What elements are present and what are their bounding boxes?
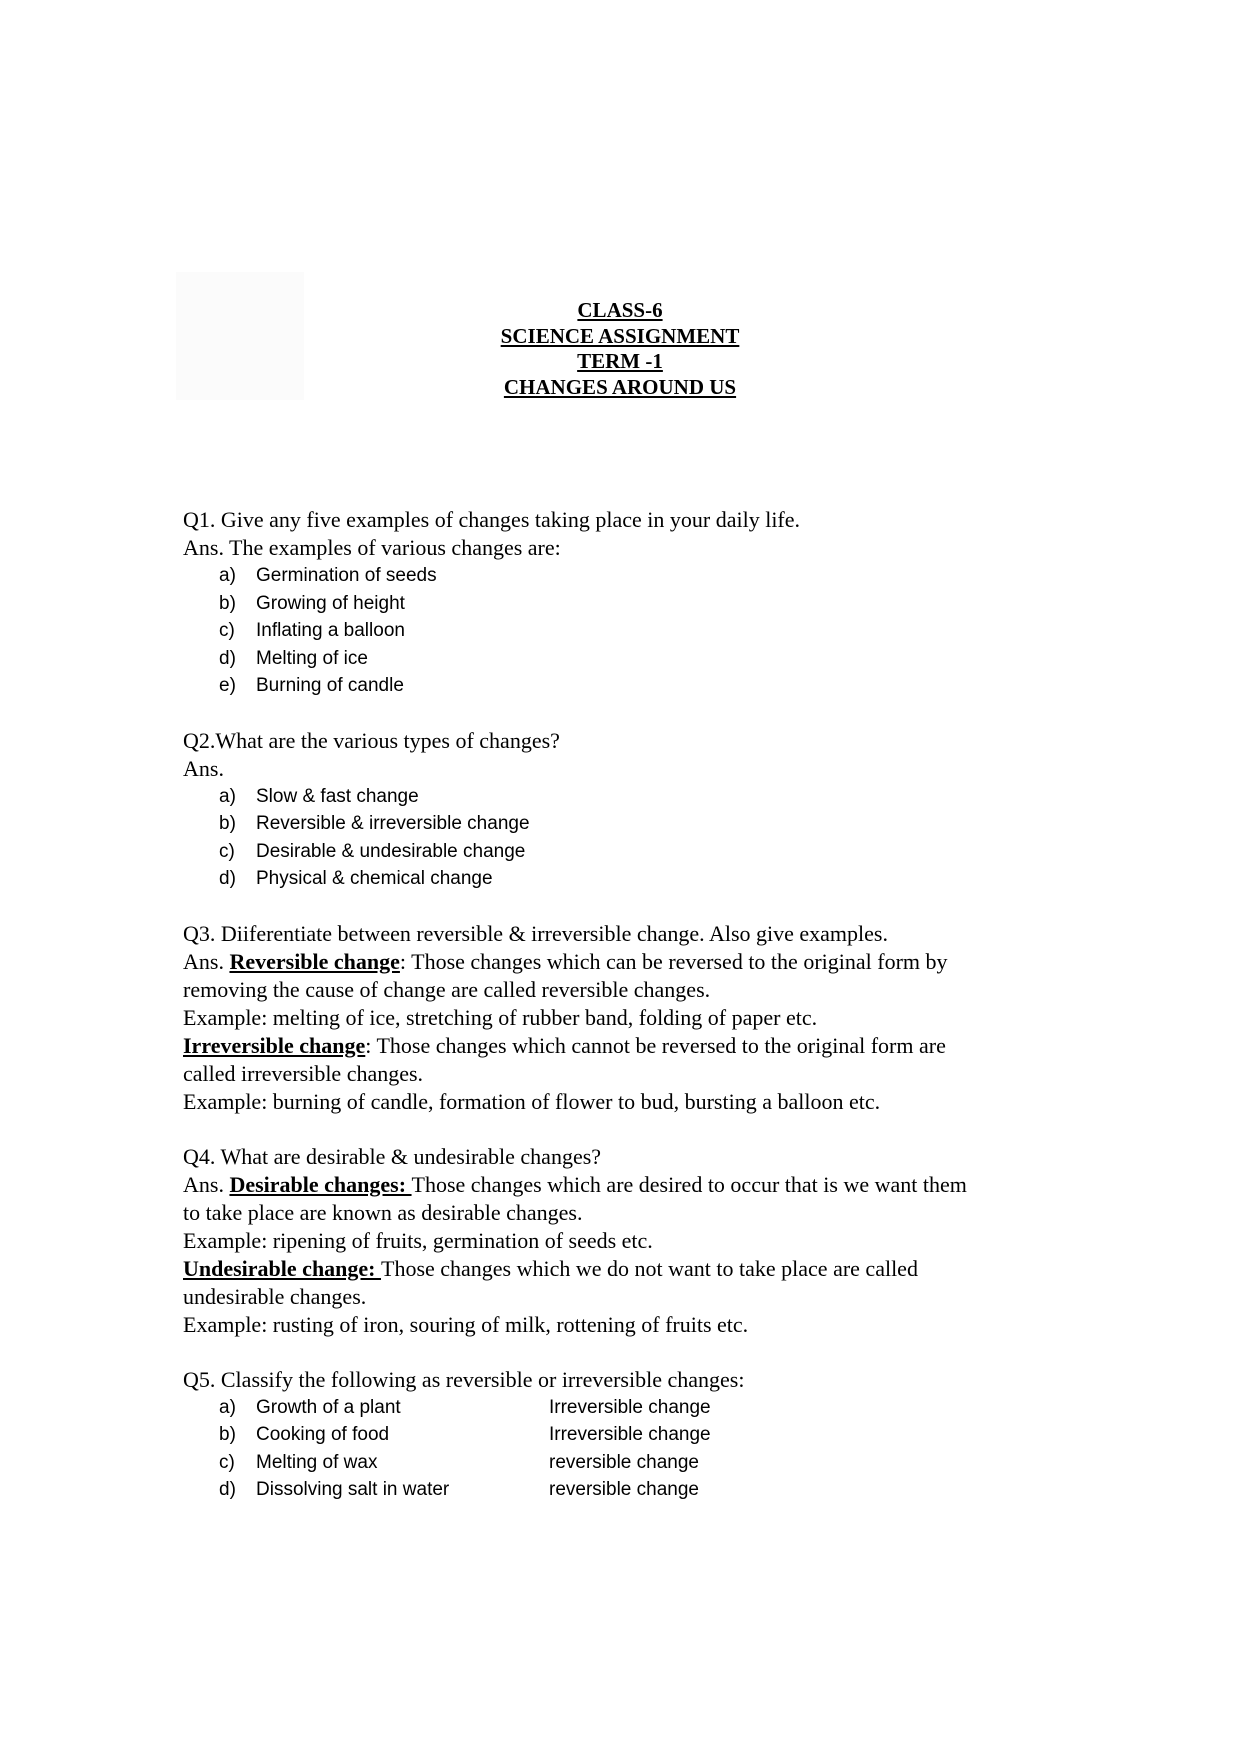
list-item — [183, 838, 1083, 866]
q3-question: Q3. Diiferentiate between reversible & irreversible change. Also give examples. — [183, 920, 888, 946]
undesirable-definition-text: Those changes which we do not want to take place are called — [381, 1255, 918, 1281]
list-marker: a) — [219, 1396, 236, 1418]
list-item — [183, 617, 1083, 645]
list-marker: a) — [219, 785, 236, 807]
document-header — [420, 298, 820, 400]
list-marker: c) — [219, 1451, 235, 1473]
list-marker: b) — [219, 1424, 236, 1445]
irreversible-definition-text: : Those changes which cannot be reversed to the original form are — [365, 1032, 946, 1058]
list-item — [183, 645, 1083, 673]
q4-question: Q4. What are desirable & undesirable changes? — [183, 1143, 602, 1169]
q2-list — [183, 783, 1083, 893]
list-text: Inflating a balloon — [256, 620, 405, 641]
list-text: Germination of seeds — [256, 565, 437, 586]
list-text: Melting of ice — [256, 647, 368, 669]
list-marker: c) — [219, 840, 235, 862]
q2-answer-intro: Ans. — [183, 755, 224, 781]
list-text: Slow & fast change — [256, 785, 419, 807]
q3-irreversible-definition-cont: called irreversible changes. — [183, 1060, 424, 1086]
subject-heading: SCIENCE ASSIGNMENT — [500, 323, 740, 348]
classification-answer: Irreversible change — [549, 1424, 711, 1445]
assignment-body — [183, 506, 1083, 1504]
list-marker: d) — [219, 647, 236, 669]
list-marker: e) — [219, 675, 236, 696]
q3-irreversible-example: Example: burning of candle, formation of flower to bud, bursting a balloon etc. — [183, 1088, 881, 1114]
q4-desirable-definition — [183, 1171, 1083, 1199]
list-marker: d) — [219, 868, 236, 889]
q3-irreversible-definition — [183, 1032, 1083, 1060]
reversible-term: Reversible change — [229, 948, 400, 974]
classification-answer: Irreversible change — [549, 1396, 711, 1418]
list-item — [183, 1421, 1083, 1449]
list-item — [183, 783, 1083, 811]
q5-question: Q5. Classify the following as reversible or irreversible changes: — [183, 1366, 745, 1392]
reversible-definition-text: : Those changes which can be reversed to the original form by — [399, 948, 948, 974]
q1-answer-intro: Ans. The examples of various changes are: — [183, 535, 561, 560]
school-logo-placeholder — [176, 272, 304, 400]
list-item — [183, 1449, 1083, 1477]
list-item — [183, 810, 1083, 838]
classification-answer: reversible change — [549, 1451, 699, 1473]
class-heading: CLASS-6 — [577, 298, 663, 322]
list-text: Melting of wax — [256, 1451, 378, 1473]
q2-question: Q2.What are the various types of changes? — [183, 727, 560, 753]
list-text: Burning of candle — [256, 675, 404, 696]
list-text: Cooking of food — [256, 1424, 390, 1445]
list-item — [183, 590, 1083, 618]
list-text: Growing of height — [256, 592, 405, 614]
list-marker: a) — [219, 565, 236, 586]
classification-answer: reversible change — [549, 1479, 699, 1500]
q4-undesirable-definition-cont: undesirable changes. — [183, 1283, 367, 1309]
q1-question: Q1. Give any five examples of changes taking place in your daily life. — [183, 507, 801, 532]
list-item — [183, 672, 1083, 700]
ans-prefix: Ans. — [183, 948, 230, 974]
q3-reversible-definition-cont: removing the cause of change are called reversible changes. — [183, 976, 711, 1002]
q1-list — [183, 562, 1083, 700]
q3-reversible-example: Example: melting of ice, stretching of rubber band, folding of paper etc. — [183, 1004, 818, 1030]
desirable-definition-text: Those changes which are desired to occur that is we want them — [411, 1171, 967, 1197]
list-text: Dissolving salt in water — [256, 1479, 450, 1500]
list-marker: d) — [219, 1479, 236, 1500]
list-item — [183, 1394, 1083, 1422]
irreversible-term: Irreversible change — [183, 1032, 366, 1058]
list-marker: b) — [219, 592, 236, 614]
q4-undesirable-definition — [183, 1255, 1083, 1283]
list-item — [183, 562, 1083, 590]
list-text: Physical & chemical change — [256, 868, 493, 889]
q3-reversible-definition — [183, 948, 1083, 976]
ans-prefix: Ans. — [183, 1171, 230, 1197]
list-text: Desirable & undesirable change — [256, 840, 526, 862]
list-text: Growth of a plant — [256, 1396, 401, 1418]
q4-undesirable-example: Example: rusting of iron, souring of milk, rottening of fruits etc. — [183, 1311, 749, 1337]
term-heading: TERM -1 — [577, 349, 663, 373]
chapter-heading: CHANGES AROUND US — [503, 374, 737, 399]
list-item — [183, 1476, 1083, 1504]
q4-desirable-example: Example: ripening of fruits, germination of seeds etc. — [183, 1227, 653, 1253]
list-item — [183, 865, 1083, 893]
list-text: Reversible & irreversible change — [256, 813, 530, 834]
q5-list — [183, 1394, 1083, 1504]
list-marker: c) — [219, 620, 235, 641]
undesirable-term: Undesirable change: — [183, 1255, 381, 1281]
desirable-term: Desirable changes: — [229, 1171, 412, 1197]
list-marker: b) — [219, 813, 236, 834]
q4-desirable-definition-cont: to take place are known as desirable changes. — [183, 1199, 583, 1225]
